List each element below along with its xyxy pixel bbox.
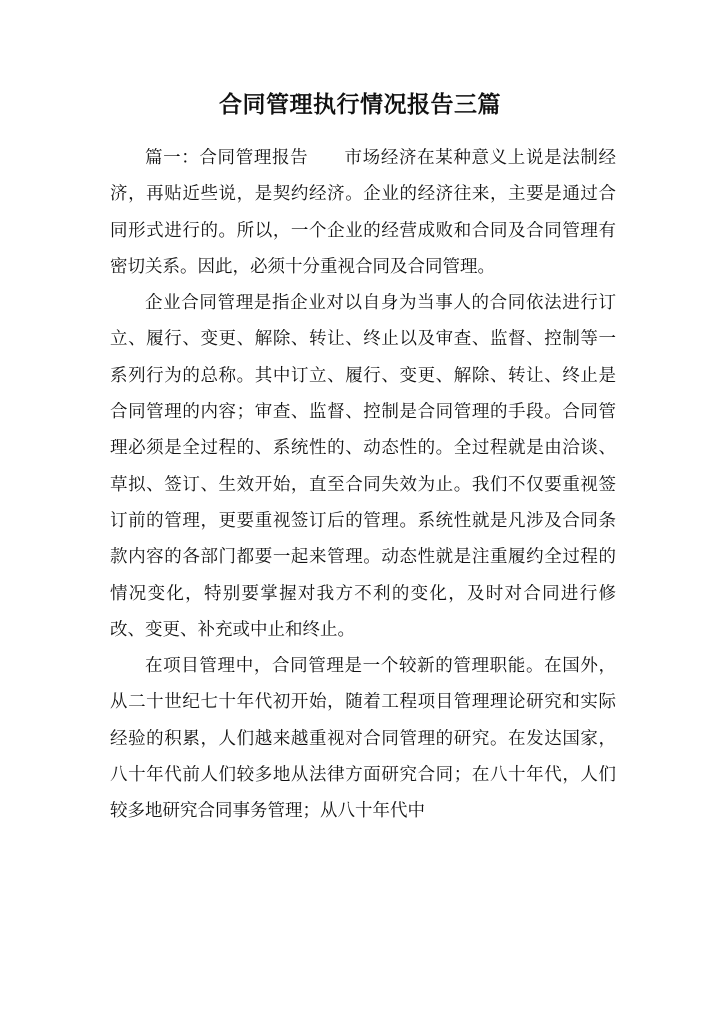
paragraph-1: 篇一：合同管理报告 市场经济在某种意义上说是法制经济，再贴近些说，是契约经济。企业的经济往来，主要是通过合同形式进行的。所以，一个企业的经营成败和合同及合同管理有密切关系。因此，必须十分重视合同及合同管理。	[110, 148, 616, 277]
paragraph-3: 在项目管理中，合同管理是一个较新的管理职能。在国外，从二十世纪七十年代初开始，随着工程项目管理理论研究和实际经验的积累，人们越来越重视对合同管理的研究。在发达国家，八十年代前人们较多地从法律方面研究合同；在八十年代，人们较多地研究合同事务管理；从八十年代中	[110, 656, 616, 822]
document-body	[110, 140, 616, 830]
document-title: 合同管理执行情况报告三篇	[219, 92, 501, 118]
paragraph-2: 企业合同管理是指企业对以自身为当事人的合同依法进行订立、履行、变更、解除、转让、终止以及审查、监督、控制等一系列行为的总称。其中订立、履行、变更、解除、转让、终止是合同管理的内容；审查、监督、控制是合同管理的手段。合同管理必须是全过程的、系统性的、动态性的。全过程就是由洽谈、草拟、签订、生效开始，直至合同失效为止。我们不仅要重视签订前的管理，更要重视签订后的管理。系统性就是凡涉及合同条款内容的各部门都要一起来管理。动态性就是注重履约全过程的情况变化，特别要掌握对我方不利的变化，及时对合同进行修改、变更、补充或中止和终止。	[110, 293, 616, 640]
